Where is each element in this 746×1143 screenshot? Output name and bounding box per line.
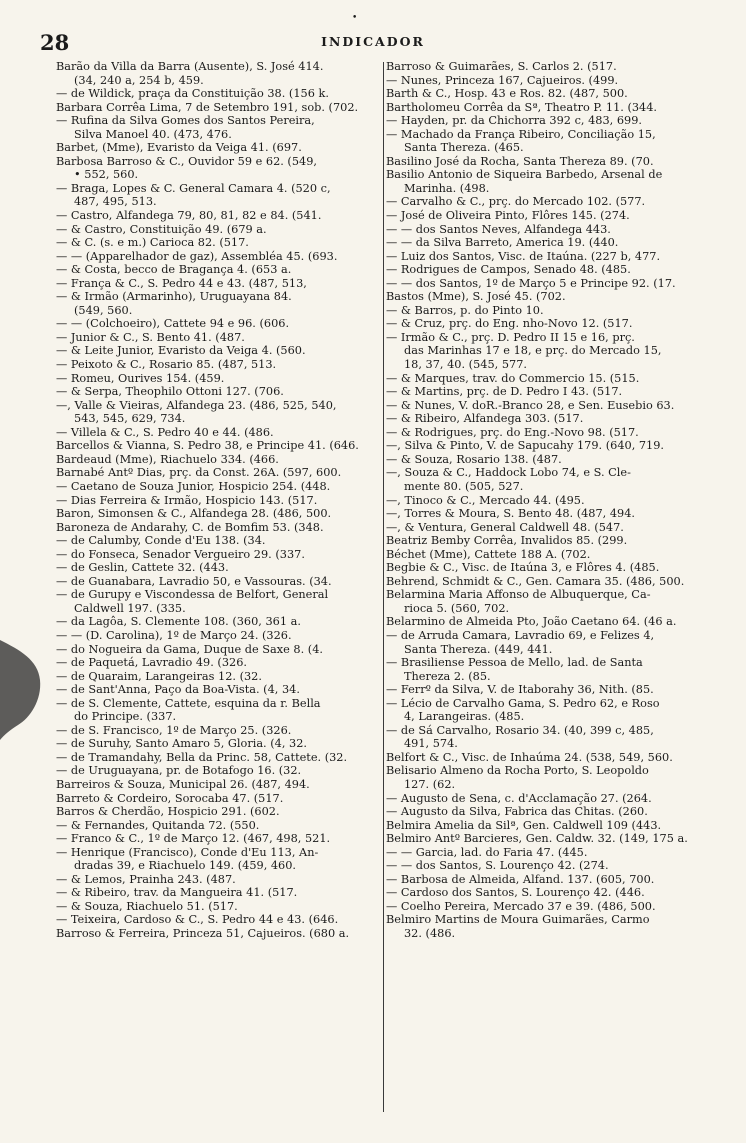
entry-line: Bardeaud (Mme), Riachuelo 334. (466.	[56, 452, 279, 466]
entry-line: — & Souza, Riachuelo 51. (517.	[56, 899, 238, 913]
entry-line: 543, 545, 629, 734.	[74, 412, 186, 426]
entry-line: Belmiro Antº Barcieres, Gen. Caldw. 32. (149, 175 a.	[386, 832, 688, 846]
entry-line: Caldwell 197. (335.	[74, 601, 186, 615]
entry-line: — de Sá Carvalho, Rosario 34. (40, 399 c, 485,	[386, 723, 654, 737]
entry-line: Béchet (Mme), Cattete 188 A. (702.	[386, 547, 591, 561]
entry-line: — de S. Clemente, Cattete, esquina da r. Bella	[56, 696, 321, 710]
top-mark: •	[352, 13, 358, 23]
entry-line: Barroso & Ferreira, Princeza 51, Cajueiros. (680 a.	[56, 927, 350, 940]
entry-line: —, & Ventura, General Caldwell 48. (547.	[386, 520, 624, 534]
entry-line: — — (Apparelhador de gaz), Assembléa 45. (693.	[56, 249, 338, 263]
entry-line: —, Tinoco & C., Mercado 44. (495.	[386, 493, 585, 507]
entry-line: 127. (62.	[404, 777, 456, 791]
entry-line: Barreiros & Souza, Municipal 26. (487, 494.	[56, 777, 310, 791]
entry-line: — & Costa, becco de Bragança 4. (653 a.	[56, 263, 292, 277]
entry-line: Belisario Almeno da Rocha Porto, S. Leopoldo	[386, 764, 649, 778]
entry-line: — de Quaraim, Larangeiras 12. (32.	[56, 669, 262, 683]
entry-line: — & Ribeiro, trav. da Mangueira 41. (517.	[56, 886, 298, 900]
entry-line: Belfort & C., Visc. de Inhaúma 24. (538, 549, 560.	[386, 750, 673, 764]
entry-line: — Dias Ferreira & Irmão, Hospicio 143. (517.	[56, 493, 318, 507]
entry-line: Barroso & Guimarães, S. Carlos 2. (517.	[386, 60, 617, 73]
entry-line: (549, 560.	[74, 303, 133, 317]
binding-ornament	[0, 600, 50, 750]
entry-line: — & Castro, Constituição 49. (679 a.	[56, 222, 267, 236]
entry-line: — Henrique (Francisco), Conde d'Eu 113, An-	[56, 845, 319, 859]
entry-line: — de Calumby, Conde d'Eu 138. (34.	[56, 534, 266, 548]
entry-line: — Hayden, pr. da Chichorra 392 c, 483, 699.	[386, 114, 642, 128]
entry-line: — do Nogueira da Gama, Duque de Saxe 8. (4.	[56, 642, 323, 656]
entry-line: — Romeu, Ourives 154. (459.	[56, 371, 225, 385]
entry-line: Bartholomeu Corrêa da Sª, Theatro P. 11. (344.	[386, 100, 658, 114]
entry-line: rioca 5. (560, 702.	[404, 601, 510, 615]
entry-line: — Irmão & C., prç. D. Pedro II 15 e 16, prç.	[386, 330, 635, 344]
entry-line: — — (D. Carolina), 1º de Março 24. (326.	[56, 628, 292, 642]
entry-line: —, Souza & C., Haddock Lobo 74, e S. Cle-	[386, 466, 631, 480]
entry-line: — de Arruda Camara, Lavradio 69, e Felizes 4,	[386, 628, 655, 642]
entry-line: — Caetano de Souza Junior, Hospicio 254. (448.	[56, 479, 331, 493]
page-number: 28	[40, 30, 70, 55]
entry-line: — Rufina da Silva Gomes dos Santos Pereira,	[56, 114, 315, 128]
entry-line: Belarmina Maria Affonso de Albuquerque, Ca-	[386, 588, 651, 602]
entry-line: — & Lemos, Prainha 243. (487.	[56, 872, 236, 886]
entry-line: — Villela & C., S. Pedro 40 e 44. (486.	[56, 425, 274, 439]
entry-line: — Machado da França Ribeiro, Conciliação 15,	[386, 127, 656, 141]
entry-line: — de Paquetá, Lavradio 49. (326.	[56, 656, 247, 670]
entry-line: — Cardoso dos Santos, S. Lourenço 42. (446.	[386, 886, 645, 900]
entry-line: — & Irmão (Armarinho), Uruguayana 84.	[56, 290, 292, 304]
entry-line: — Teixeira, Cardoso & C., S. Pedro 44 e 43. (646.	[56, 913, 339, 927]
entry-line: — França & C., S. Pedro 44 e 43. (487, 513,	[56, 276, 307, 290]
entry-line: — Rodrigues de Campos, Senado 48. (485.	[386, 263, 631, 277]
entry-line: — Carvalho & C., prç. do Mercado 102. (577.	[386, 195, 646, 209]
entry-line: —, Silva & Pinto, V. de Sapucahy 179. (640, 719.	[386, 439, 665, 453]
entry-line: — do Fonseca, Senador Vergueiro 29. (337.	[56, 547, 305, 561]
entry-line: — de S. Francisco, 1º de Março 25. (326.	[56, 723, 292, 737]
entry-line: — Castro, Alfandega 79, 80, 81, 82 e 84. (541.	[56, 209, 322, 223]
entry-line: — de Suruhy, Santo Amaro 5, Gloria. (4, 32.	[56, 737, 307, 751]
entry-line: Belmiro Martins de Moura Guimarães, Carmo	[386, 913, 650, 927]
entry-line: Thereza 2. (85.	[404, 669, 491, 683]
entry-line: (34, 240 a, 254 b, 459.	[74, 73, 204, 87]
entry-line: — de Wildick, praça da Constituição 38. (156 k.	[56, 87, 329, 101]
entry-line: — — (Colchoeiro), Cattete 94 e 96. (606.	[56, 317, 290, 331]
entry-line: — Barbosa de Almeida, Alfand. 137. (605, 700.	[386, 872, 655, 886]
entry-line: — & C. (s. e m.) Carioca 82. (517.	[56, 236, 249, 250]
entry-line: 32. (486.	[404, 927, 456, 940]
entry-line: — — dos Santos, 1º de Março 5 e Principe 92. (17.	[386, 276, 676, 290]
entry-line: 4, Larangeiras. (485.	[404, 710, 525, 724]
entry-line: — & Ribeiro, Alfandega 303. (517.	[386, 412, 584, 426]
entry-line: Barreto & Cordeiro, Sorocaba 47. (517.	[56, 791, 284, 805]
entry-line: — Peixoto & C., Rosario 85. (487, 513.	[56, 358, 277, 372]
entry-line: — & Cruz, prç. do Eng. nho-Novo 12. (517.	[386, 317, 633, 331]
entry-line: 487, 495, 513.	[74, 195, 157, 209]
entry-line: Barcellos & Vianna, S. Pedro 38, e Principe 41. (646.	[56, 439, 359, 453]
entry-line: das Marinhas 17 e 18, e prç. do Mercado 15,	[404, 344, 662, 358]
entry-line: — — Garcia, lad. do Faria 47. (445.	[386, 845, 588, 859]
entry-line: — de Sant'Anna, Paço da Boa-Vista. (4, 34.	[56, 683, 300, 697]
column-divider	[383, 62, 384, 1112]
entry-line: — de Tramandahy, Bella da Princ. 58, Cattete. (32.	[56, 750, 348, 764]
entry-line: do Principe. (337.	[74, 710, 177, 724]
entry-line: — Luiz dos Santos, Visc. de Itaúna. (227 b, 477.	[386, 249, 661, 263]
entry-line: • 552, 560.	[74, 168, 139, 182]
entry-line: — de Guanabara, Lavradio 50, e Vassouras. (34.	[56, 574, 332, 588]
entry-line: — & Souza, Rosario 138. (487.	[386, 452, 562, 466]
running-head: INDICADOR	[321, 34, 425, 49]
entry-line: Beatriz Bemby Corrêa, Invalidos 85. (299.	[386, 534, 628, 548]
entry-line: — José de Oliveira Pinto, Flôres 145. (274.	[386, 209, 630, 223]
entry-line: Barth & C., Hosp. 43 e Ros. 82. (487, 500.	[386, 87, 628, 101]
entry-line: Barros & Cherdão, Hospicio 291. (602.	[56, 805, 280, 819]
entry-line: Marinha. (498.	[404, 181, 490, 195]
entry-line: — Ferrº da Silva, V. de Itaborahy 36, Nith. (85.	[386, 683, 654, 697]
entry-line: — & Barros, p. do Pinto 10.	[386, 303, 544, 317]
entry-line: — de Gurupy e Viscondessa de Belfort, General	[56, 588, 329, 602]
entry-line: — Coelho Pereira, Mercado 37 e 39. (486, 500.	[386, 899, 656, 913]
entry-line: Barbosa Barroso & C., Ouvidor 59 e 62. (549,	[56, 154, 317, 168]
entry-line: — & Fernandes, Quitanda 72. (550.	[56, 818, 260, 832]
entry-line: Barão da Villa da Barra (Ausente), S. José 414.	[56, 60, 324, 73]
entry-line: — & Martins, prç. de D. Pedro I 43. (517.	[386, 385, 623, 399]
entry-line: — de Geslin, Cattete 32. (443.	[56, 561, 229, 575]
entry-line: 18, 37, 40. (545, 577.	[404, 358, 527, 372]
entry-line: dradas 39, e Riachuelo 149. (459, 460.	[74, 859, 297, 873]
entry-line: Barnabé Antº Dias, prç. da Const. 26A. (597, 600.	[56, 466, 342, 480]
entry-line: mente 80. (505, 527.	[404, 479, 524, 493]
entry-line: — & Leite Junior, Evaristo da Veiga 4. (560.	[56, 344, 306, 358]
entry-line: 491, 574.	[404, 737, 458, 751]
entry-line: Santa Thereza. (465.	[404, 141, 524, 155]
entry-line: — Lécio de Carvalho Gama, S. Pedro 62, e Roso	[386, 696, 660, 710]
entry-line: — — dos Santos Neves, Alfandega 443.	[386, 222, 611, 236]
entry-line: — & Marques, trav. do Commercio 15. (515.	[386, 371, 640, 385]
entry-line: Begbie & C., Visc. de Itaúna 3, e Flôres 4. (485.	[386, 561, 660, 575]
entry-line: — & Rodrigues, prç. do Eng.-Novo 98. (517.	[386, 425, 639, 439]
entry-line: — — da Silva Barreto, America 19. (440.	[386, 236, 619, 250]
entry-line: Basilino José da Rocha, Santa Thereza 89. (70.	[386, 154, 654, 168]
entry-line: Basilio Antonio de Siqueira Barbedo, Arsenal de	[386, 168, 663, 182]
binding-ornament-shape	[0, 640, 40, 740]
entry-line: Baron, Simonsen & C., Alfandega 28. (486, 500.	[56, 507, 332, 521]
entry-line: — Augusto de Sena, c. d'Acclamação 27. (264.	[386, 791, 652, 805]
entry-line: — & Serpa, Theophilo Ottoni 127. (706.	[56, 385, 284, 399]
entry-line: — Franco & C., 1º de Março 12. (467, 498, 521.	[56, 832, 331, 846]
right-column	[386, 60, 736, 941]
entry-line: — Brasiliense Pessoa de Mello, lad. de Santa	[386, 656, 643, 670]
entry-line: Santa Thereza. (449, 441.	[404, 642, 553, 656]
entry-line: Behrend, Schmidt & C., Gen. Camara 35. (486, 500.	[386, 574, 685, 588]
entry-line: Barbet, (Mme), Evaristo da Veiga 41. (697.	[56, 141, 302, 155]
entry-line: — Nunes, Princeza 167, Cajueiros. (499.	[386, 73, 619, 87]
entry-line: — & Nunes, V. doR.-Branco 28, e Sen. Eusebio 63.	[386, 398, 675, 412]
entry-line: Bastos (Mme), S. José 45. (702.	[386, 290, 566, 304]
entry-line: — — dos Santos, S. Lourenço 42. (274.	[386, 859, 609, 873]
entry-line: Baroneza de Andarahy, C. de Bomfim 53. (348.	[56, 520, 324, 534]
entry-line: — Braga, Lopes & C. General Camara 4. (520 c,	[56, 181, 331, 195]
entry-line: — Junior & C., S. Bento 41. (487.	[56, 330, 245, 344]
entry-line: Belmira Amelia da Silª, Gen. Caldwell 109 (443.	[386, 818, 662, 832]
left-column	[56, 60, 402, 941]
entry-line: Barbara Corrêa Lima, 7 de Setembro 191, sob. (702.	[56, 100, 359, 114]
entry-line: Belarmino de Almeida Pto, João Caetano 64. (46 a.	[386, 615, 677, 629]
entry-line: — Augusto da Silva, Fabrica das Chitas. (260.	[386, 805, 648, 819]
entry-line: —, Valle & Vieiras, Alfandega 23. (486, 525, 540,	[56, 398, 337, 412]
entry-line: —, Torres & Moura, S. Bento 48. (487, 494.	[386, 507, 635, 521]
entry-line: Silva Manoel 40. (473, 476.	[74, 127, 232, 141]
entry-line: — de Uruguayana, pr. de Botafogo 16. (32.	[56, 764, 302, 778]
entry-line: — da Lagôa, S. Clemente 108. (360, 361 a.	[56, 615, 301, 629]
